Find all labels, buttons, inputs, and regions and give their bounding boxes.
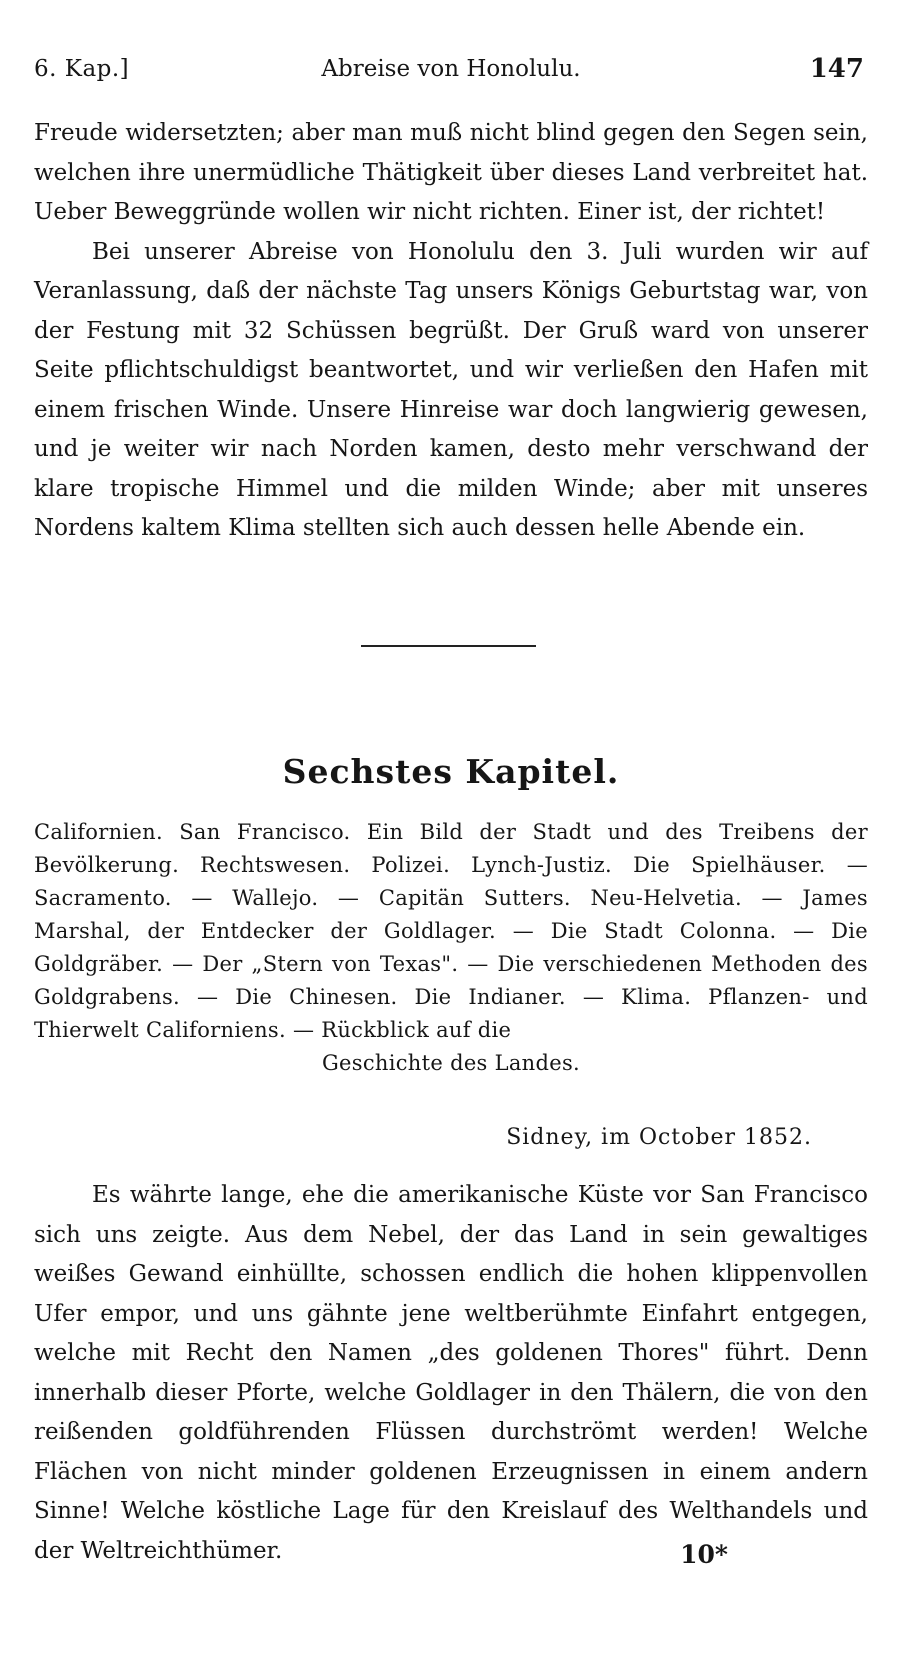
paragraph: Es währte lange, ehe die amerikanische Küste vor San Francisco sich uns zeigte. Aus dem Nebel, der das Land in sein gewaltiges weißes Gewand einhüllte, schossen endlich die hohen klippenvollen Ufer empor, und uns gähnte jene weltberühmte Einfahrt entgegen, welche mit Recht den Namen „des goldenen Thores" führt. Denn innerhalb dieser Pforte, welche Goldlager in den Thälern, die von den reißenden goldführenden Flüssen durchströmt werden! Welche Flächen von nicht minder goldenen Erzeugnissen in einem andern Sinne! Welche köstliche Lage für den Kreislauf des Welthandels und der Weltreichthümer. (34, 1182, 868, 1564)
paragraph: Freude widersetzten; aber man muß nicht blind gegen den Segen sein, welchen ihre unermüdliche Thätigkeit über dieses Land verbreitet hat. Ueber Beweggründe wollen wir nicht richten. Einer ist, der richtet! (34, 120, 868, 225)
chapter-reference: 6. Kap.] (34, 56, 130, 82)
page-number: 147 (809, 54, 864, 84)
summary-last-line: Geschichte des Landes. (321, 1051, 581, 1075)
signature-mark: 10* (680, 1540, 728, 1569)
book-page (34, 0, 868, 1655)
chapter-body (34, 1176, 868, 1571)
section-divider-rule (361, 645, 536, 647)
previous-chapter-ending (34, 114, 868, 549)
running-title: Abreise von Honolulu. (321, 56, 581, 82)
paragraph: Bei unserer Abreise von Honolulu den 3. Juli wurden wir auf Veranlassung, daß der nächste Tag unsers Königs Geburtstag war, von der Festung mit 32 Schüssen begrüßt. Der Gruß ward von unserer Seite pflichtschuldigst beantwortet, und wir verließen den Hafen mit einem frischen Winde. Unsere Hinreise war doch langwierig gewesen, und je weiter wir nach Norden kamen, desto mehr verschwand der klare tropische Himmel und die milden Winde; aber mit unseres Nordens kaltem Klima stellten sich auch dessen helle Abende ein. (34, 238, 868, 541)
chapter-summary (34, 816, 868, 1080)
dateline: Sidney, im October 1852. (506, 1125, 812, 1150)
running-head (34, 52, 868, 92)
summary-text: Californien. San Francisco. Ein Bild der Stadt und des Treibens der Bevölkerung. Rechtswesen. Polizei. Lynch-Justiz. Die Spielhäuser. — Sacramento. — Wallejo. — Capitän Sutters. Neu-Helvetia. — James Marshal, der Entdecker der Goldlager. — Die Stadt Colonna. — Die Goldgräber. — Der „Stern von Texas". — Die verschiedenen Methoden des Goldgrabens. — Die Chinesen. Die Indianer. — Klima. Pflanzen- und Thierwelt Californiens. — Rückblick auf die (34, 820, 868, 1042)
chapter-title: Sechstes Kapitel. (282, 752, 620, 791)
